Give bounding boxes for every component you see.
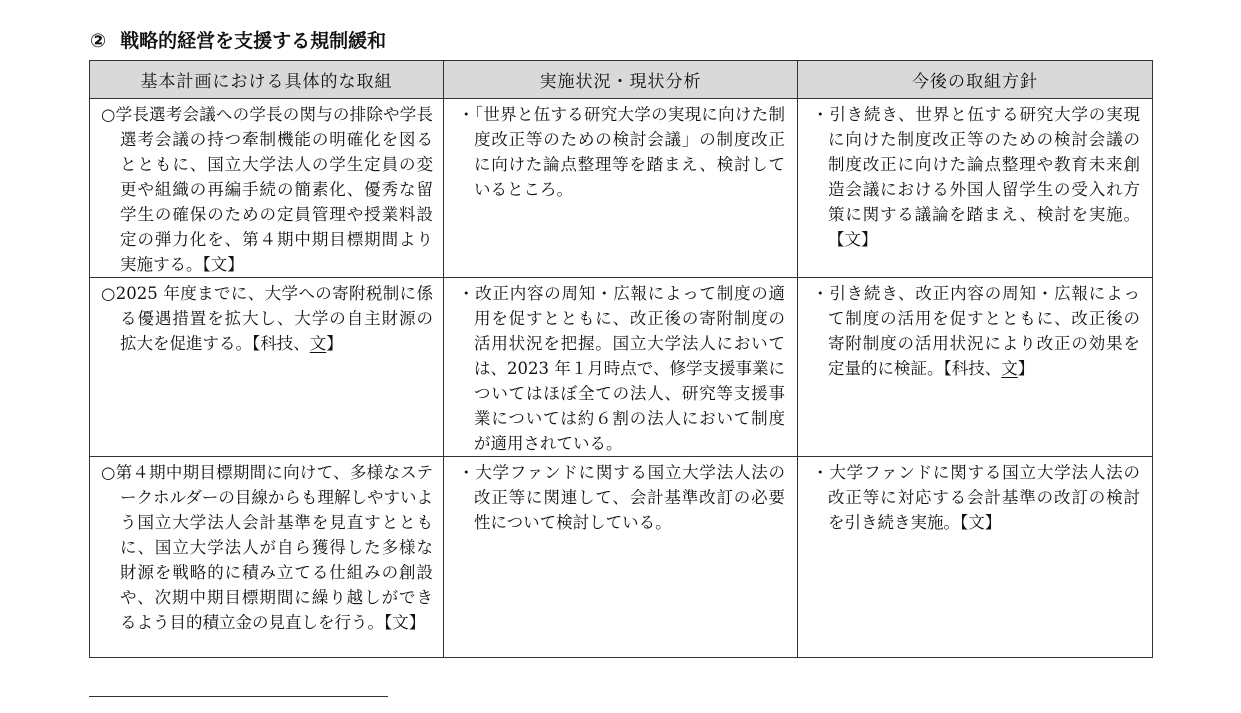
table-header-row xyxy=(90,61,1153,99)
status-text: ・大学ファンドに関する国立大学法人法の改正等に関連して、会計基準改訂の必要性について検討している。 xyxy=(458,463,785,532)
footnote-separator xyxy=(89,696,388,697)
policy-text: ・引き続き、世界と伍する研究大学の実現に向けた制度改正等のための検討会議の制度改正に向けた論点整理や教育未来創造会議における外国人留学生の受入れ方策に関する議論を踏まえ、検討を実施。【文】 xyxy=(812,105,1140,249)
status-cell xyxy=(444,278,798,457)
plan-text-main: ○2025 年度までに、大学への寄附税制に係る優遇措置を拡大し、大学の自主財源の拡大を促進する。【科技、 xyxy=(101,284,433,353)
plan-cell xyxy=(90,99,444,278)
policy-cell xyxy=(798,278,1153,457)
section-title: 戦略的経営を支援する規制緩和 xyxy=(120,30,387,52)
plan-text-end: 】 xyxy=(326,334,343,353)
section-number: ② xyxy=(90,30,107,52)
status-text: ・改正内容の周知・広報によって制度の適用を促すとともに、改正後の寄附制度の活用状況を把握。国立大学法人においては、2023 年１月時点で、修学支援事業についてはほぼ全ての法人、研究等支援事業については約６割の法人において制度が適用されている。 xyxy=(458,284,785,453)
table-row xyxy=(90,278,1153,457)
policy-text xyxy=(798,278,1152,381)
policy-text-main: ・引き続き、改正内容の周知・広報によって制度の活用を促すとともに、改正後の寄附制度の活用状況により改正の効果を定量的に検証。【科技、 xyxy=(812,284,1140,378)
header-status: 実施状況・現状分析 xyxy=(444,61,798,99)
ministry-tag-underlined: 文 xyxy=(309,334,327,353)
policy-cell xyxy=(798,457,1153,658)
plan-text xyxy=(90,278,443,356)
status-text: ・「世界と伍する研究大学の実現に向けた制度改正等のための検討会議」の制度改正に向けた論点整理等を踏まえ、検討しているところ。 xyxy=(458,105,785,199)
plan-text: ○学長選考会議への学長の関与の排除や学長選考会議の持つ牽制機能の明確化を図るとともに、国立大学法人の学生定員の変更や組織の再編手続の簡素化、優秀な留学生の確保のための定員管理や授業料設定の弾力化を、第４期中期目標期間より実施する。【文】 xyxy=(101,105,433,274)
status-cell xyxy=(444,99,798,278)
section-heading xyxy=(90,28,386,54)
plan-text: ○第４期中期目標期間に向けて、多様なステークホルダーの目線からも理解しやすいよう国立大学法人会計基準を見直すとともに、国立大学法人が自ら獲得した多様な財源を戦略的に積み立てる仕組みの創設や、次期中期目標期間に繰り越しができるよう目的積立金の見直しを行う。【文】 xyxy=(101,463,433,632)
header-plan: 基本計画における具体的な取組 xyxy=(90,61,444,99)
plan-cell xyxy=(90,278,444,457)
policy-table xyxy=(89,60,1153,658)
status-cell xyxy=(444,457,798,658)
ministry-tag-underlined: 文 xyxy=(1001,359,1018,378)
plan-cell xyxy=(90,457,444,658)
policy-text: ・大学ファンドに関する国立大学法人法の改正等に対応する会計基準の改訂の検討を引き続き実施。【文】 xyxy=(812,463,1140,532)
table-row xyxy=(90,99,1153,278)
header-policy: 今後の取組方針 xyxy=(798,61,1153,99)
table-row xyxy=(90,457,1153,658)
policy-text-end: 】 xyxy=(1017,359,1035,378)
policy-cell xyxy=(798,99,1153,278)
